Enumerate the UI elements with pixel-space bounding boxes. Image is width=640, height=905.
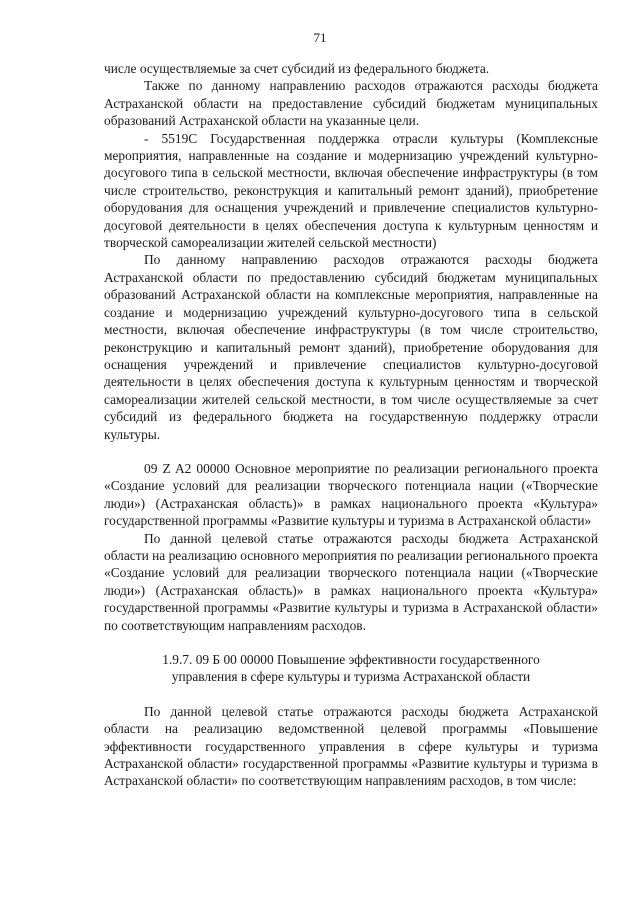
spacer bbox=[104, 443, 598, 460]
page-body bbox=[104, 60, 598, 790]
paragraph-09za2-title: 09 Z A2 00000 Основное мероприятие по реализации регионального проекта «Создание условий для реализации творческого потенциала нации («Творческие люди») (Астраханская область)» в рамках национального проекта «Культура» государственной программы «Развитие культуры и туризма в Астраханской области» bbox=[104, 460, 598, 529]
section-heading-line2: управления в сфере культуры и туризма Астраханской области bbox=[171, 669, 531, 685]
page-number: 71 bbox=[313, 30, 327, 45]
paragraph-09za2-description: По данной целевой статье отражаются расходы бюджета Астраханской области на реализацию основного мероприятия по реализации регионального проекта «Создание условий для реализации творческого потенциала нации («Творческие люди») (Астраханская область)» в рамках национального проекта «Культура» государственной программы «Развитие культуры и туризма в Астраханской области» по соответствующим направлениям расходов. bbox=[104, 530, 598, 633]
section-heading bbox=[104, 651, 598, 686]
paragraph-subsidies: Также по данному направлению расходов отражаются расходы бюджета Астраханской области на предоставление субсидий бюджетам муниципальных образований Астраханской области на указанные цели. bbox=[104, 78, 598, 129]
spacer bbox=[104, 634, 598, 651]
paragraph-5519c-description: По данному направлению расходов отражаются расходы бюджета Астраханской области по предоставлению субсидий бюджетам муниципальных образований Астраханской области на комплексные мероприятия, направленные на создание и модернизацию учреждений культурно-досугового типа в сельской местности, включая обеспечение инфраструктуры (в том числе строительство, реконструкцию и капитальный ремонт зданий), приобретение оборудования для оснащения учреждений и привлечение специалистов культурно-досуговой деятельности в целях обеспечения доступа к культурным ценностям и творческой самореализации жителей сельской местности, в том числе осуществляемые за счет субсидий из федерального бюджета на государственную поддержку отрасли культуры. bbox=[104, 252, 598, 442]
paragraph-09b-description: По данной целевой статье отражаются расходы бюджета Астраханской области на реализацию ведомственной целевой программы «Повышение эффективности государственного управления в сфере культуры и туризма Астраханской области» государственной программы «Развитие культуры и туризма в Астраханской области» по соответствующим направлениям расходов, в том числе: bbox=[104, 703, 598, 789]
paragraph-5519c: - 5519С Государственная поддержка отрасли культуры (Комплексные мероприятия, направленные на создание и модернизацию учреждений культурно-досугового типа в сельской местности, включая обеспечение инфраструктуры (в том числе строительство, реконструкция и капитальный ремонт зданий), приобретение оборудования для оснащения учреждений и привлечение специалистов культурно-досуговой деятельности в целях обеспечения доступа к культурным ценностям и творческой самореализации жителей сельской местности) bbox=[104, 130, 598, 251]
section-heading-line1: 1.9.7. 09 Б 00 00000 Повышение эффективности государственного bbox=[162, 652, 540, 667]
paragraph-continuation: числе осуществляемые за счет субсидий из федерального бюджета. bbox=[104, 61, 490, 76]
spacer bbox=[104, 686, 598, 703]
